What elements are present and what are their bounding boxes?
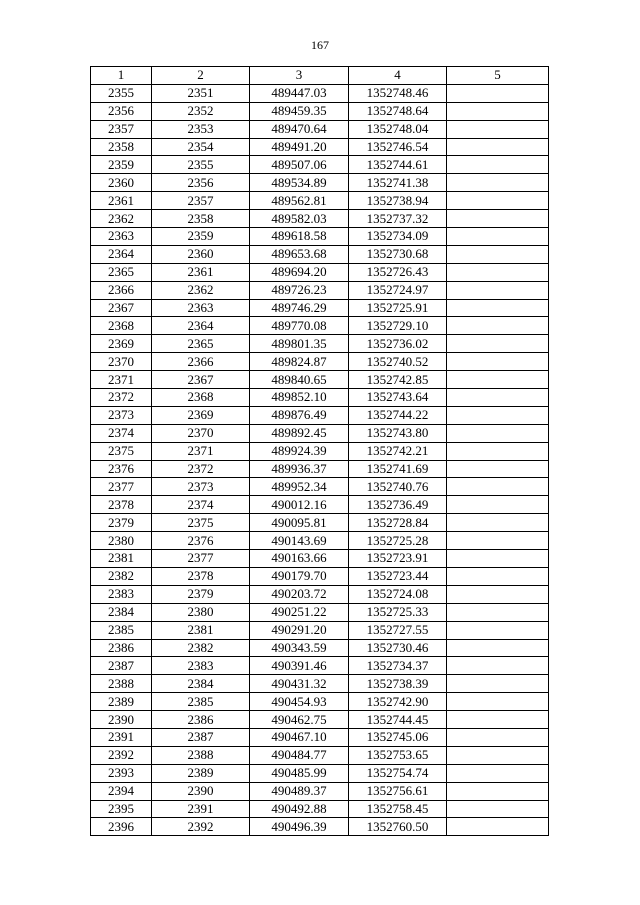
table-cell-col-4: 1352756.61 <box>349 782 447 800</box>
table-cell-col-5 <box>447 478 549 496</box>
table-row <box>91 263 549 281</box>
table-cell-col-1: 2382 <box>91 567 152 585</box>
table-row <box>91 496 549 514</box>
table-cell-col-4: 1352741.69 <box>349 460 447 478</box>
table-cell-col-5 <box>447 639 549 657</box>
table-row <box>91 317 549 335</box>
table-row <box>91 84 549 102</box>
column-header-2: 2 <box>152 67 250 85</box>
table-row <box>91 281 549 299</box>
table-cell-col-1: 2357 <box>91 120 152 138</box>
table-cell-col-2: 2355 <box>152 156 250 174</box>
table-row <box>91 657 549 675</box>
table-cell-col-2: 2358 <box>152 210 250 228</box>
table-cell-col-1: 2369 <box>91 335 152 353</box>
table-cell-col-4: 1352724.97 <box>349 281 447 299</box>
table-cell-col-3: 490143.69 <box>250 532 349 550</box>
table-cell-col-4: 1352726.43 <box>349 263 447 281</box>
table-row <box>91 156 549 174</box>
table-cell-col-1: 2376 <box>91 460 152 478</box>
table-cell-col-4: 1352737.32 <box>349 210 447 228</box>
table-row <box>91 406 549 424</box>
table-cell-col-1: 2370 <box>91 353 152 371</box>
table-cell-col-3: 489562.81 <box>250 192 349 210</box>
table-cell-col-1: 2385 <box>91 621 152 639</box>
table-cell-col-1: 2358 <box>91 138 152 156</box>
table-cell-col-5 <box>447 424 549 442</box>
table-row <box>91 389 549 407</box>
table-cell-col-3: 490291.20 <box>250 621 349 639</box>
table-cell-col-5 <box>447 299 549 317</box>
table-row <box>91 210 549 228</box>
table-cell-col-3: 489824.87 <box>250 353 349 371</box>
table-row <box>91 711 549 729</box>
table-cell-col-5 <box>447 335 549 353</box>
table-cell-col-1: 2392 <box>91 746 152 764</box>
table-row <box>91 460 549 478</box>
table-cell-col-2: 2381 <box>152 621 250 639</box>
table-row <box>91 102 549 120</box>
table-cell-col-4: 1352742.21 <box>349 442 447 460</box>
column-header-5: 5 <box>447 67 549 85</box>
table-cell-col-1: 2360 <box>91 174 152 192</box>
table-cell-col-1: 2387 <box>91 657 152 675</box>
table-cell-col-4: 1352738.94 <box>349 192 447 210</box>
table-row <box>91 800 549 818</box>
table-cell-col-2: 2367 <box>152 371 250 389</box>
table-cell-col-4: 1352753.65 <box>349 746 447 764</box>
table-cell-col-1: 2373 <box>91 406 152 424</box>
table-cell-col-4: 1352738.39 <box>349 675 447 693</box>
table-header-row <box>91 67 549 85</box>
coordinates-table <box>90 66 549 836</box>
table-cell-col-1: 2379 <box>91 514 152 532</box>
table-cell-col-2: 2377 <box>152 550 250 568</box>
table-cell-col-2: 2359 <box>152 228 250 246</box>
column-header-3: 3 <box>250 67 349 85</box>
table-cell-col-3: 489534.89 <box>250 174 349 192</box>
table-cell-col-4: 1352758.45 <box>349 800 447 818</box>
table-cell-col-3: 489470.64 <box>250 120 349 138</box>
table-row <box>91 174 549 192</box>
table-cell-col-3: 490095.81 <box>250 514 349 532</box>
table-row <box>91 585 549 603</box>
table-cell-col-5 <box>447 245 549 263</box>
table-cell-col-3: 489936.37 <box>250 460 349 478</box>
table-cell-col-1: 2395 <box>91 800 152 818</box>
table-row <box>91 335 549 353</box>
table-cell-col-5 <box>447 371 549 389</box>
table-cell-col-3: 490492.88 <box>250 800 349 818</box>
table-cell-col-2: 2363 <box>152 299 250 317</box>
table-cell-col-4: 1352740.52 <box>349 353 447 371</box>
table-cell-col-2: 2356 <box>152 174 250 192</box>
table-cell-col-4: 1352745.06 <box>349 728 447 746</box>
table-cell-col-4: 1352760.50 <box>349 818 447 836</box>
table-cell-col-3: 490203.72 <box>250 585 349 603</box>
table-cell-col-2: 2382 <box>152 639 250 657</box>
table-cell-col-5 <box>447 228 549 246</box>
table-cell-col-4: 1352748.04 <box>349 120 447 138</box>
table-cell-col-3: 490343.59 <box>250 639 349 657</box>
table-cell-col-4: 1352740.76 <box>349 478 447 496</box>
table-cell-col-4: 1352734.09 <box>349 228 447 246</box>
table-cell-col-5 <box>447 174 549 192</box>
table-cell-col-1: 2393 <box>91 764 152 782</box>
table-cell-col-1: 2365 <box>91 263 152 281</box>
table-row <box>91 567 549 585</box>
table-cell-col-4: 1352724.08 <box>349 585 447 603</box>
table-cell-col-2: 2378 <box>152 567 250 585</box>
table-row <box>91 514 549 532</box>
table-cell-col-3: 490163.66 <box>250 550 349 568</box>
table-cell-col-3: 490454.93 <box>250 693 349 711</box>
table-cell-col-4: 1352746.54 <box>349 138 447 156</box>
table-cell-col-3: 489801.35 <box>250 335 349 353</box>
table-cell-col-5 <box>447 764 549 782</box>
table-cell-col-1: 2356 <box>91 102 152 120</box>
table-row <box>91 728 549 746</box>
table-cell-col-2: 2388 <box>152 746 250 764</box>
table-row <box>91 245 549 263</box>
table-cell-col-4: 1352729.10 <box>349 317 447 335</box>
table-cell-col-3: 489582.03 <box>250 210 349 228</box>
table-cell-col-4: 1352725.33 <box>349 603 447 621</box>
table-cell-col-3: 490489.37 <box>250 782 349 800</box>
table-cell-col-5 <box>447 567 549 585</box>
table-cell-col-5 <box>447 102 549 120</box>
table-cell-col-5 <box>447 406 549 424</box>
table-cell-col-3: 490496.39 <box>250 818 349 836</box>
table-cell-col-4: 1352736.02 <box>349 335 447 353</box>
table-cell-col-2: 2384 <box>152 675 250 693</box>
table-cell-col-2: 2371 <box>152 442 250 460</box>
table-row <box>91 818 549 836</box>
table-cell-col-1: 2374 <box>91 424 152 442</box>
table-cell-col-2: 2376 <box>152 532 250 550</box>
table-cell-col-4: 1352742.85 <box>349 371 447 389</box>
table-cell-col-4: 1352723.91 <box>349 550 447 568</box>
table-cell-col-1: 2368 <box>91 317 152 335</box>
table-cell-col-5 <box>447 460 549 478</box>
table-cell-col-2: 2368 <box>152 389 250 407</box>
table-cell-col-1: 2383 <box>91 585 152 603</box>
table-cell-col-2: 2352 <box>152 102 250 120</box>
table-cell-col-1: 2367 <box>91 299 152 317</box>
table-cell-col-3: 489726.23 <box>250 281 349 299</box>
table-cell-col-3: 490251.22 <box>250 603 349 621</box>
table-cell-col-1: 2364 <box>91 245 152 263</box>
table-cell-col-2: 2372 <box>152 460 250 478</box>
table-cell-col-2: 2373 <box>152 478 250 496</box>
table-cell-col-4: 1352725.28 <box>349 532 447 550</box>
table-row <box>91 782 549 800</box>
table-cell-col-5 <box>447 192 549 210</box>
table-cell-col-5 <box>447 317 549 335</box>
table-row <box>91 532 549 550</box>
table-row <box>91 746 549 764</box>
table-cell-col-4: 1352730.68 <box>349 245 447 263</box>
table-cell-col-3: 489924.39 <box>250 442 349 460</box>
table-cell-col-3: 490467.10 <box>250 728 349 746</box>
table-cell-col-5 <box>447 263 549 281</box>
table-cell-col-4: 1352744.45 <box>349 711 447 729</box>
table-row <box>91 550 549 568</box>
table-cell-col-1: 2371 <box>91 371 152 389</box>
table-cell-col-5 <box>447 496 549 514</box>
table-cell-col-5 <box>447 532 549 550</box>
table-cell-col-2: 2385 <box>152 693 250 711</box>
table-cell-col-4: 1352744.61 <box>349 156 447 174</box>
table-cell-col-3: 489694.20 <box>250 263 349 281</box>
table-cell-col-1: 2359 <box>91 156 152 174</box>
table-cell-col-5 <box>447 210 549 228</box>
table-cell-col-2: 2391 <box>152 800 250 818</box>
table-cell-col-3: 490431.32 <box>250 675 349 693</box>
table-cell-col-2: 2379 <box>152 585 250 603</box>
table-cell-col-5 <box>447 353 549 371</box>
table-cell-col-3: 489618.58 <box>250 228 349 246</box>
table-cell-col-2: 2360 <box>152 245 250 263</box>
table-cell-col-2: 2370 <box>152 424 250 442</box>
table-cell-col-4: 1352728.84 <box>349 514 447 532</box>
table-cell-col-1: 2384 <box>91 603 152 621</box>
table-row <box>91 120 549 138</box>
table-cell-col-3: 489892.45 <box>250 424 349 442</box>
table-cell-col-5 <box>447 657 549 675</box>
table-cell-col-3: 489491.20 <box>250 138 349 156</box>
table-body <box>91 84 549 835</box>
table-cell-col-1: 2361 <box>91 192 152 210</box>
table-cell-col-3: 490179.70 <box>250 567 349 585</box>
table-cell-col-2: 2369 <box>152 406 250 424</box>
table-cell-col-1: 2381 <box>91 550 152 568</box>
table-cell-col-4: 1352743.80 <box>349 424 447 442</box>
table-cell-col-2: 2374 <box>152 496 250 514</box>
table-row <box>91 639 549 657</box>
table-cell-col-3: 489746.29 <box>250 299 349 317</box>
table-cell-col-4: 1352730.46 <box>349 639 447 657</box>
table-cell-col-5 <box>447 389 549 407</box>
table-cell-col-5 <box>447 693 549 711</box>
table-cell-col-1: 2390 <box>91 711 152 729</box>
table-cell-col-2: 2365 <box>152 335 250 353</box>
table-cell-col-1: 2375 <box>91 442 152 460</box>
table-cell-col-1: 2362 <box>91 210 152 228</box>
table-row <box>91 621 549 639</box>
table-cell-col-1: 2372 <box>91 389 152 407</box>
table-cell-col-2: 2362 <box>152 281 250 299</box>
table-cell-col-2: 2375 <box>152 514 250 532</box>
table-cell-col-2: 2361 <box>152 263 250 281</box>
table-cell-col-3: 489852.10 <box>250 389 349 407</box>
table-cell-col-2: 2386 <box>152 711 250 729</box>
table-cell-col-4: 1352742.90 <box>349 693 447 711</box>
table-cell-col-1: 2363 <box>91 228 152 246</box>
table-cell-col-5 <box>447 675 549 693</box>
table-cell-col-5 <box>447 138 549 156</box>
table-cell-col-3: 490485.99 <box>250 764 349 782</box>
column-header-4: 4 <box>349 67 447 85</box>
table-cell-col-5 <box>447 585 549 603</box>
table-cell-col-3: 489507.06 <box>250 156 349 174</box>
table-row <box>91 138 549 156</box>
table-cell-col-3: 489952.34 <box>250 478 349 496</box>
table-row <box>91 228 549 246</box>
table-cell-col-5 <box>447 514 549 532</box>
table-cell-col-4: 1352723.44 <box>349 567 447 585</box>
table-cell-col-4: 1352748.46 <box>349 84 447 102</box>
table-cell-col-3: 489876.49 <box>250 406 349 424</box>
column-header-1: 1 <box>91 67 152 85</box>
table-row <box>91 603 549 621</box>
table-cell-col-1: 2396 <box>91 818 152 836</box>
table-cell-col-4: 1352748.64 <box>349 102 447 120</box>
page-number: 167 <box>311 38 329 52</box>
table-cell-col-2: 2351 <box>152 84 250 102</box>
table-cell-col-2: 2387 <box>152 728 250 746</box>
table-cell-col-4: 1352754.74 <box>349 764 447 782</box>
table-cell-col-1: 2378 <box>91 496 152 514</box>
table-cell-col-3: 489840.65 <box>250 371 349 389</box>
table-cell-col-4: 1352725.91 <box>349 299 447 317</box>
table-row <box>91 299 549 317</box>
table-row <box>91 764 549 782</box>
table-cell-col-5 <box>447 120 549 138</box>
table-cell-col-2: 2390 <box>152 782 250 800</box>
table-row <box>91 192 549 210</box>
table-cell-col-1: 2388 <box>91 675 152 693</box>
table-cell-col-4: 1352736.49 <box>349 496 447 514</box>
table-cell-col-5 <box>447 818 549 836</box>
table-cell-col-5 <box>447 711 549 729</box>
table-cell-col-3: 489770.08 <box>250 317 349 335</box>
table-cell-col-4: 1352741.38 <box>349 174 447 192</box>
table-cell-col-1: 2391 <box>91 728 152 746</box>
table-cell-col-3: 489447.03 <box>250 84 349 102</box>
table-row <box>91 442 549 460</box>
table-cell-col-5 <box>447 621 549 639</box>
table-row <box>91 478 549 496</box>
table-cell-col-5 <box>447 156 549 174</box>
table-cell-col-3: 489459.35 <box>250 102 349 120</box>
table-cell-col-4: 1352744.22 <box>349 406 447 424</box>
table-row <box>91 675 549 693</box>
table-cell-col-3: 490391.46 <box>250 657 349 675</box>
table-cell-col-1: 2389 <box>91 693 152 711</box>
table-cell-col-2: 2392 <box>152 818 250 836</box>
table-cell-col-5 <box>447 746 549 764</box>
table-cell-col-4: 1352743.64 <box>349 389 447 407</box>
table-cell-col-1: 2366 <box>91 281 152 299</box>
table-cell-col-1: 2386 <box>91 639 152 657</box>
table-cell-col-2: 2366 <box>152 353 250 371</box>
table-cell-col-3: 490484.77 <box>250 746 349 764</box>
table-cell-col-2: 2353 <box>152 120 250 138</box>
table-cell-col-5 <box>447 442 549 460</box>
table-cell-col-2: 2383 <box>152 657 250 675</box>
table-cell-col-5 <box>447 728 549 746</box>
table-cell-col-1: 2394 <box>91 782 152 800</box>
table-row <box>91 371 549 389</box>
table-cell-col-3: 490462.75 <box>250 711 349 729</box>
table-cell-col-1: 2377 <box>91 478 152 496</box>
table-cell-col-2: 2364 <box>152 317 250 335</box>
table-cell-col-5 <box>447 550 549 568</box>
table-cell-col-2: 2357 <box>152 192 250 210</box>
table-row <box>91 424 549 442</box>
table-cell-col-2: 2389 <box>152 764 250 782</box>
table-cell-col-4: 1352727.55 <box>349 621 447 639</box>
table-cell-col-1: 2380 <box>91 532 152 550</box>
table-cell-col-1: 2355 <box>91 84 152 102</box>
table-cell-col-5 <box>447 281 549 299</box>
table-cell-col-5 <box>447 800 549 818</box>
table-cell-col-3: 490012.16 <box>250 496 349 514</box>
table-cell-col-5 <box>447 603 549 621</box>
table-row <box>91 693 549 711</box>
table-cell-col-2: 2354 <box>152 138 250 156</box>
table-cell-col-5 <box>447 782 549 800</box>
table-cell-col-5 <box>447 84 549 102</box>
table-row <box>91 353 549 371</box>
table-cell-col-4: 1352734.37 <box>349 657 447 675</box>
table-cell-col-2: 2380 <box>152 603 250 621</box>
table-cell-col-3: 489653.68 <box>250 245 349 263</box>
